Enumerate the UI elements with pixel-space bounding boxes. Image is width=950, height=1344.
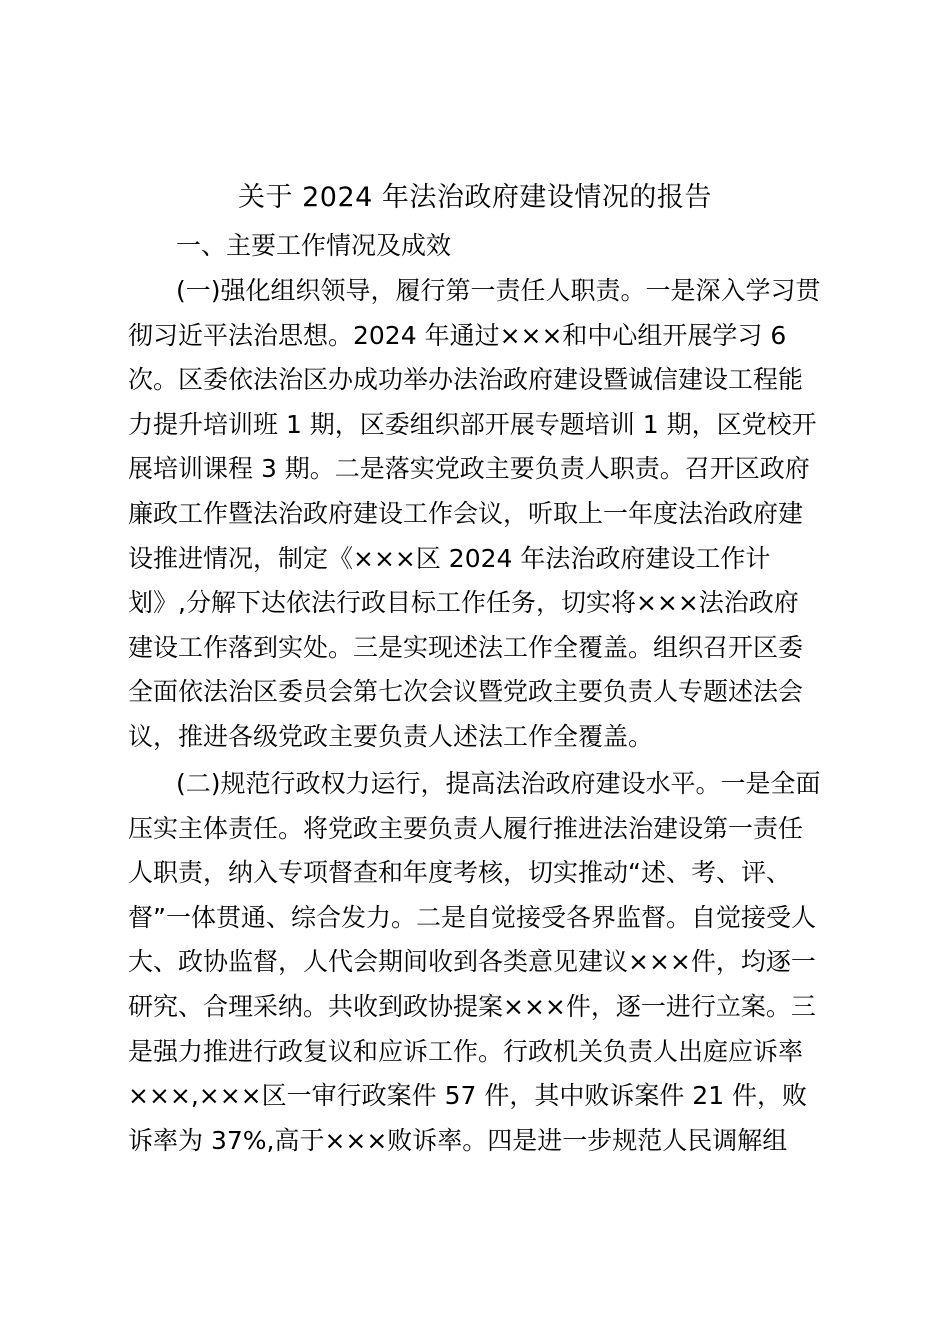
paragraph-line: 是强力推进行政复议和应诉工作。行政机关负责人出庭应诉率 [128,1036,804,1066]
paragraph-line: 议，推进各级党政主要负责人述法工作全覆盖。 [128,721,654,751]
paragraph-line: (一)强化组织领导，履行第一责任人职责。一是深入学习贯 [176,276,821,305]
paragraph-line: 诉率为 37%,高于×××败诉率。四是进一步规范人民调解组 [128,1125,788,1155]
paragraph-line: 彻习近平法治思想。2024 年通过×××和中心组开展学习 6 [128,320,787,350]
paragraph-2 [128,762,832,1163]
paragraph-line: 建设工作落到实处。三是实现述法工作全覆盖。组织召开区委 [128,632,804,662]
paragraph-line: 压实主体责任。将党政主要负责人履行推进法治建设第一责任 [128,813,804,843]
paragraph-line: 力提升培训班 1 期，区委组织部开展专题培训 1 期，区党校开 [128,409,817,439]
paragraph-line: (二)规范行政权力运行，提高法治政府建设水平。一是全面 [176,769,821,798]
paragraph-line: 督”一体贯通、综合发力。二是自觉接受各界监督。自觉接受人 [128,902,816,932]
paragraph-line: 人职责，纳入专项督查和年度考核，切实推动“述、考、评、 [128,858,791,888]
paragraph-line: 展培训课程 3 期。二是落实党政主要负责人职责。召开区政府 [128,454,810,484]
paragraph-line: 廉政工作暨法治政府建设工作会议，听取上一年度法治政府建 [128,498,804,528]
paragraph-line: 次。区委依法治区办成功举办法治政府建设暨诚信建设工程能 [128,365,804,395]
paragraph-line: ×××,×××区一审行政案件 57 件，其中败诉案件 21 件，败 [128,1081,808,1111]
paragraph-line: 全面依法治区委员会第七次会议暨党政主要负责人专题述法会 [128,677,804,707]
paragraph-line: 划》,分解下达依法行政目标工作任务，切实将×××法治政府 [128,588,799,618]
paragraph-line: 研究、合理采纳。共收到政协提案×××件，逐一进行立案。三 [128,991,816,1021]
document-title: 关于 2024 年法治政府建设情况的报告 [238,182,712,213]
paragraph-1 [128,269,832,760]
paragraph-line: 设推进情况，制定《×××区 2024 年法治政府建设工作计 [128,543,771,573]
section-heading: 一、主要工作情况及成效 [176,231,452,260]
paragraph-line: 大、政协监督，人代会期间收到各类意见建议×××件，均逐一 [128,947,816,977]
